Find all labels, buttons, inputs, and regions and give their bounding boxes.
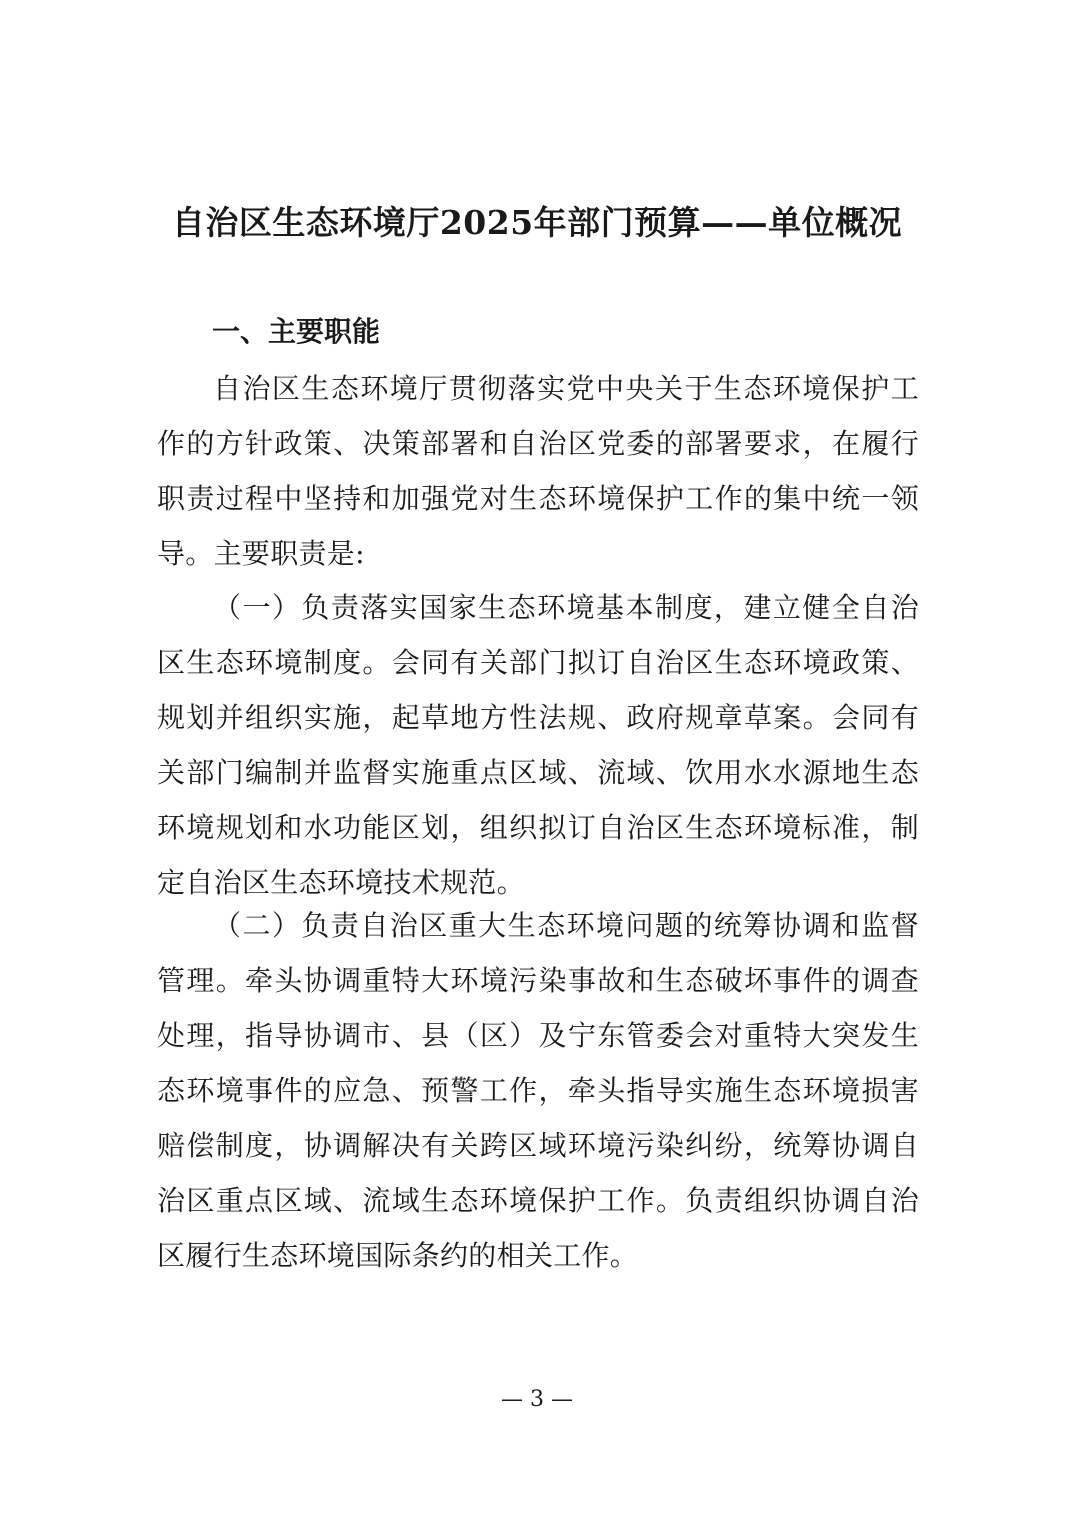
paragraph-duty-2: （二）负责自治区重大生态环境问题的统筹协调和监督管理。牵头协调重特大环境污染事故和生态破坏事件的调查处理，指导协调市、县（区）及宁东管委会对重特大突发生态环境事件的应急、预警工作，牵头指导实施生态环境损害赔偿制度，协调解决有关跨区域环境污染纠纷，统筹协调自治区重点区域、流域生态环境保护工作。负责组织协调自治区履行生态环境国际条约的相关工作。 xyxy=(157,909,919,1272)
section-heading: 一、主要职能 xyxy=(212,315,381,348)
page-title: 自治区生态环境厅2025年部门预算——单位概况 xyxy=(171,203,903,242)
page-number: — 3 — xyxy=(501,1387,573,1412)
paragraph-duty-1: （一）负责落实国家生态环境基本制度，建立健全自治区生态环境制度。会同有关部门拟订自治区生态环境政策、规划并组织实施，起草地方性法规、政府规章草案。会同有关部门编制并监督实施重点区域、流域、饮用水水源地生态环境规划和水功能区划，组织拟订自治区生态环境标准，制定自治区生态环境技术规范。 xyxy=(157,591,919,899)
paragraph-intro: 自治区生态环境厅贯彻落实党中央关于生态环境保护工作的方针政策、决策部署和自治区党委的部署要求，在履行职责过程中坚持和加强党对生态环境保护工作的集中统一领导。主要职责是: xyxy=(157,372,919,570)
